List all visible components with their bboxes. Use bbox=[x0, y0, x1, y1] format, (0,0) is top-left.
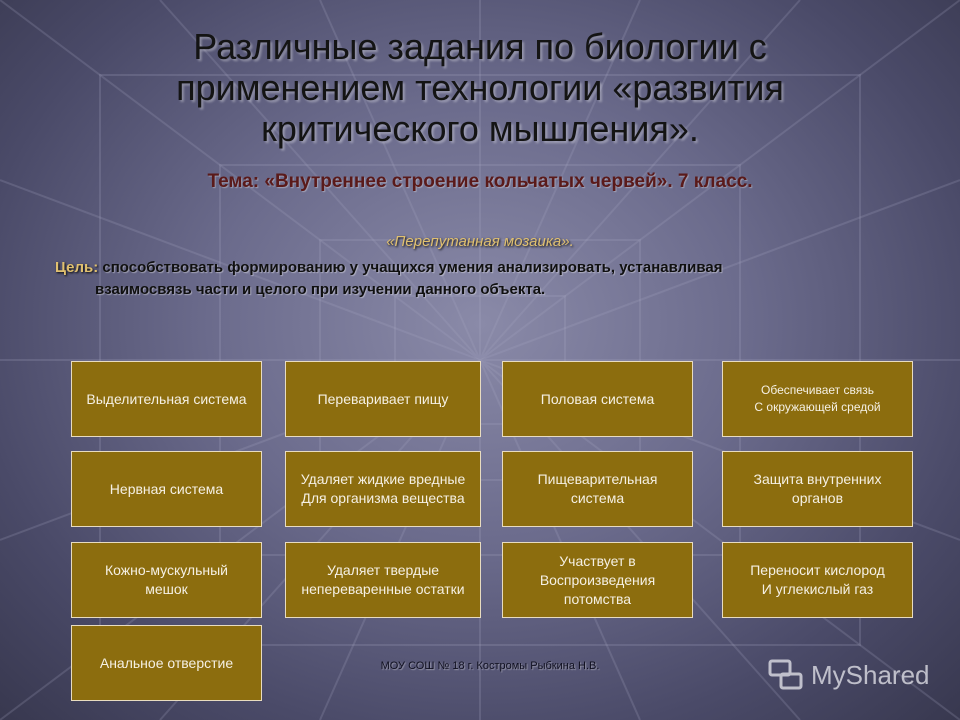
topic-text: Тема: «Внутреннее строение кольчатых червей». 7 класс. bbox=[207, 171, 753, 192]
card-body-wall[interactable]: Кожно-мускульный мешок bbox=[71, 542, 262, 618]
card-digestive-system[interactable]: Пищеварительная система bbox=[502, 451, 693, 527]
watermark-text: MyShared bbox=[811, 659, 930, 690]
goal-line-2: взаимосвязь части и целого при изучении данного объекта. bbox=[95, 281, 546, 298]
goal-line-1: способствовать формированию у учащихся умения анализировать, устанавливая bbox=[98, 259, 723, 276]
card-reproductive-system[interactable]: Половая система bbox=[502, 361, 693, 437]
card-organ-protection[interactable]: Защита внутренних органов bbox=[722, 451, 913, 527]
myshared-logo-icon bbox=[767, 658, 805, 692]
card-removes-solid-waste[interactable]: Удаляет твердые непереваренные остатки bbox=[285, 542, 481, 618]
card-reproduction[interactable]: Участвует в Воспроизведения потомства bbox=[502, 542, 693, 618]
card-anus[interactable]: Анальное отверстие bbox=[71, 625, 262, 701]
card-environment-link[interactable]: Обеспечивает связь С окружающей средой bbox=[722, 361, 913, 437]
card-nervous-system[interactable]: Нервная система bbox=[71, 451, 262, 527]
footer-author: МОУ СОШ № 18 г. Костромы Рыбкина Н.В. bbox=[380, 660, 600, 672]
slide-title: Различные задания по биологии с применением технологии «развития критического мышления». bbox=[176, 26, 784, 149]
card-gas-transport[interactable]: Переносит кислород И углекислый газ bbox=[722, 542, 913, 618]
card-digests-food[interactable]: Переваривает пищу bbox=[285, 361, 481, 437]
watermark bbox=[767, 655, 947, 695]
task-name: «Перепутанная мозаика». bbox=[386, 233, 574, 250]
goal-label: Цель: bbox=[55, 259, 99, 276]
goal-text bbox=[55, 257, 875, 301]
card-excretory-system[interactable]: Выделительная система bbox=[71, 361, 262, 437]
card-removes-liquid-waste[interactable]: Удаляет жидкие вредные Для организма вещества bbox=[285, 451, 481, 527]
